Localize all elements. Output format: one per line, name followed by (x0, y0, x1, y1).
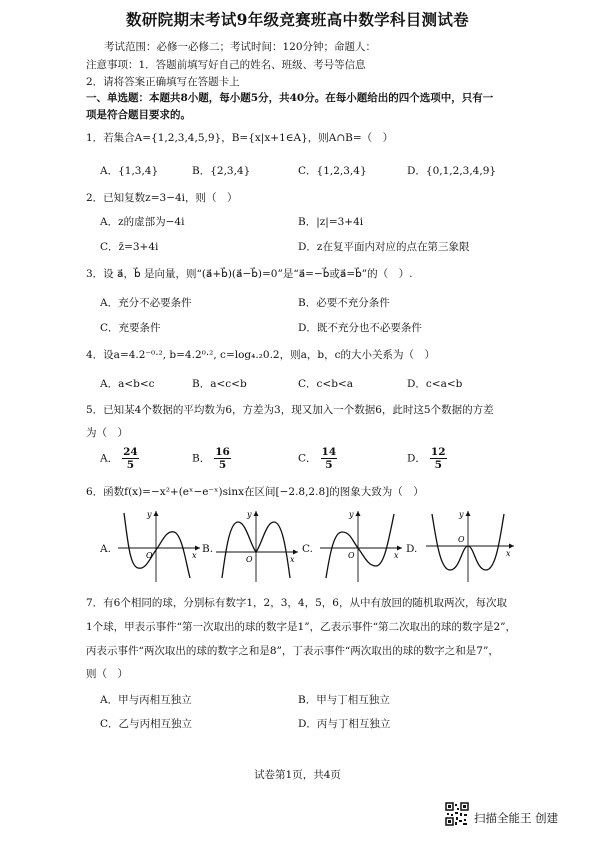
q6-c-y-label: y (349, 510, 354, 519)
q6-option-a-label: A. (100, 543, 111, 555)
question-7-line-4: 则（ ） (86, 668, 128, 680)
q6-b-y-label: y (247, 510, 252, 519)
question-3-stem: 3．设 a⃗，b⃗ 是向量，则“(a⃗+b⃗)(a⃗−b⃗)=0”是“a⃗=−b⃗或a⃗=b⃗”的（ ）. (86, 268, 413, 280)
q1-option-c: C．{1,2,3,4} (298, 165, 367, 177)
q3-option-b: B．必要不充分条件 (298, 297, 390, 309)
q4-option-a: A．a<b<c (100, 378, 155, 390)
q6-c-x-label: x (394, 551, 399, 560)
q1-option-a: A．{1,3,4} (100, 165, 159, 177)
q1-option-b: B．{2,3,4} (192, 165, 251, 177)
q2-option-b: B．|z|=3+4i (298, 216, 364, 228)
q2-option-c: C．z̄=3+4i (100, 241, 159, 253)
page-title: 数研院期末考试9年级竞赛班高中数学科目测试卷 (126, 10, 469, 29)
q7-option-c: C．乙与丙相互独立 (100, 718, 193, 730)
q6-d-y-label: y (459, 510, 464, 519)
q6-b-x-label: x (290, 555, 295, 564)
question-2-stem: 2．已知复数z=3−4i，则（ ） (86, 192, 238, 204)
question-7-line-2: 1个球，甲表示事件“第一次取出的球的数字是1”，乙表示事件“第二次取出的球的数字是2”， (86, 621, 517, 633)
q7-option-b: B．甲与丁相互独立 (298, 694, 390, 706)
scanner-brand: 扫描全能王 创建 (474, 811, 559, 825)
q2-option-d: D．z在复平面内对应的点在第三象限 (298, 241, 470, 253)
q6-option-b-label: B. (202, 543, 214, 555)
question-5-stem: 5．已知某4个数据的平均数为6，方差为3，现又加入一个数据6，此时这5个数据的方差 (86, 404, 494, 416)
notice-1: 注意事项：1．答题前填写好自己的姓名、班级、考号等信息 (86, 59, 366, 71)
q6-a-y-label: y (147, 510, 152, 519)
q5-option-a: A． $\frac{24}{5}$ (100, 446, 138, 471)
q5-option-b: B． $\frac{16}{5}$ (192, 446, 230, 471)
q2-option-a: A．z的虚部为−4i (100, 216, 185, 228)
exam-info: 考试范围：必修一必修二；考试时间：120分钟；命题人： (104, 41, 377, 53)
q6-d-x-label: x (506, 549, 511, 558)
page-footer: 试卷第1页，共4页 (254, 769, 341, 781)
q6-d-origin: O (458, 535, 465, 544)
q3-option-d: D．既不充分也不必要条件 (298, 322, 422, 334)
question-5-stem-cont: 为（ ） (86, 427, 128, 439)
question-7-line-3: 丙表示事件“两次取出的球的数字之和是8”，丁表示事件“两次取出的球的数字之和是7”， (86, 645, 499, 657)
question-6-stem: 6．函数f(x)=−x²+(eˣ−e⁻ˣ)sinx在区间[−2.8,2.8]的图象大致为（ ） (86, 486, 424, 498)
q4-option-d: D．c<a<b (407, 378, 463, 390)
q5-option-d: D． $\frac{12}{5}$ (407, 446, 446, 471)
q6-a-x-label: x (192, 551, 197, 560)
question-4-stem: 4．设a=4.2⁻⁰·², b=4.2⁰·², c=log₄.₂0.2，则a，b，c的大小关系为（ ） (86, 349, 435, 361)
q6-graph-b (214, 508, 300, 584)
q6-graph-c (318, 508, 404, 584)
q3-option-c: C．充要条件 (100, 322, 161, 334)
question-7-line-1: 7．有6个相同的球，分别标有数字1，2，3，4，5，6，从中有放回的随机取两次，每次取 (86, 597, 507, 609)
q1-option-d: D．{0,1,2,3,4,9} (407, 165, 497, 177)
section-heading: 一、单选题：本题共8小题，每小题5分，共40分。在每小题给出的四个选项中，只有一 (86, 92, 494, 104)
q4-option-c: C．c<b<a (298, 378, 353, 390)
q3-option-a: A．充分不必要条件 (100, 297, 192, 309)
question-1-stem: 1．若集合A={1,2,3,4,5,9}，B={x|x+1∈A}，则A∩B=（ ） (86, 132, 394, 144)
q6-option-d-label: D. (406, 543, 418, 555)
q5-option-c: C． $\frac{14}{5}$ (298, 446, 337, 471)
qr-code-icon (445, 802, 469, 826)
notice-2: 2．请将答案正确填写在答题卡上 (86, 76, 240, 88)
q4-option-b: B．a<c<b (192, 378, 247, 390)
q6-a-origin: O (146, 551, 153, 560)
q7-option-d: D．丙与丁相互独立 (298, 718, 391, 730)
q7-option-a: A．甲与丙相互独立 (100, 694, 192, 706)
q6-option-c-label: C. (302, 543, 313, 555)
q6-graph-d (424, 508, 516, 584)
q6-b-origin: O (246, 555, 253, 564)
section-heading-cont: 项是符合题目要求的。 (86, 109, 191, 121)
q6-graph-a (116, 508, 202, 584)
q6-c-origin: O (348, 551, 355, 560)
